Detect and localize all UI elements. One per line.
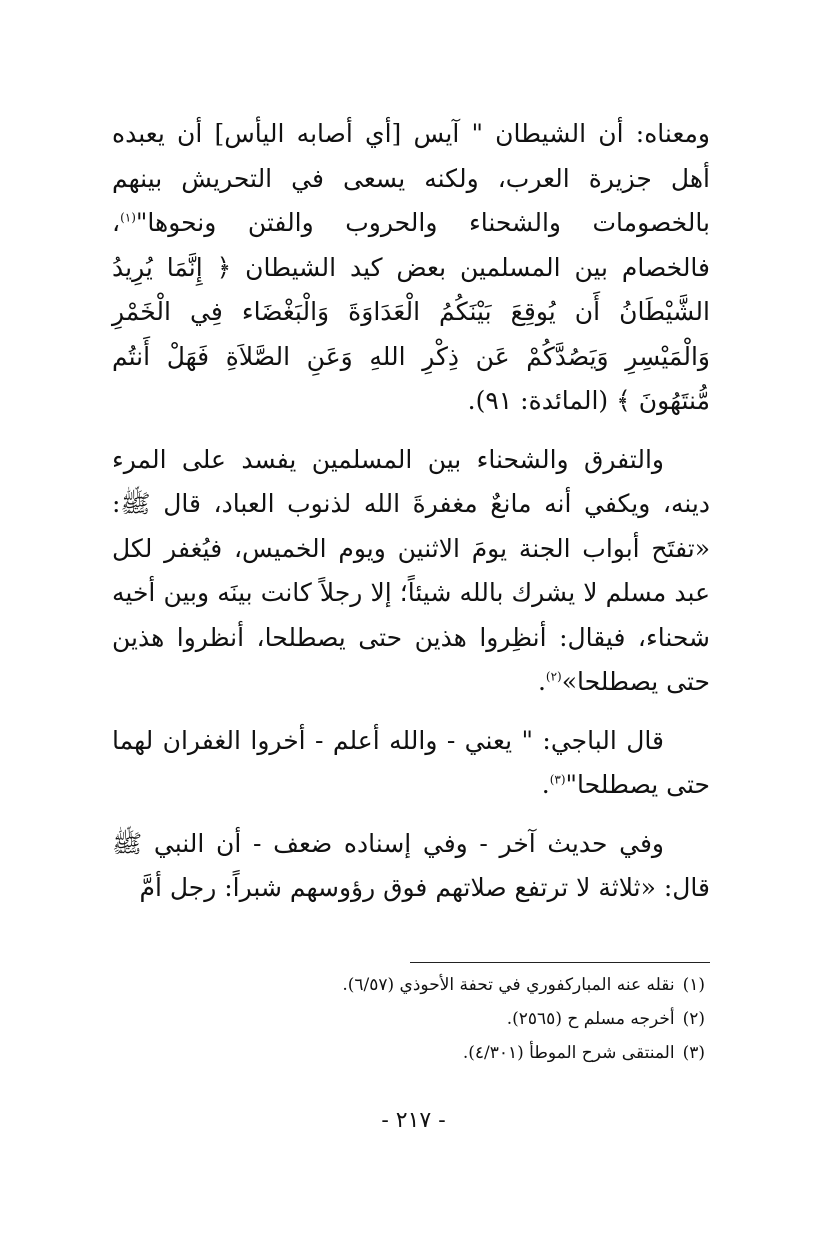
paragraph-1 [112,112,710,424]
paragraph-1-text: ومعناه: أن الشيطان " آيس [أي أصابه اليأس] أن يعبده أهل جزيرة العرب، ولكنه يسعى في التحريش بينهم بالخصومات والشحناء والحروب والفتن ونحوها" [112,119,710,237]
footnote-1-text: نقله عنه المباركفوري في تحفة الأحوذي (٦/٥٧). [342,975,675,995]
footnote-ref-2[interactable]: (٢) [545,669,562,684]
footnote-1-marker: (١) [682,975,705,995]
footnote-3-marker: (٣) [682,1043,705,1063]
paragraph-3-text: قال الباجي: " يعني - والله أعلم - أخروا الغفران لهما حتى يصطلحا" [112,725,710,799]
page-number: - ٢١٧ - [381,1108,446,1133]
paragraph-2-text-cont: . [537,667,546,696]
footnote-2-marker: (٢) [682,1009,705,1029]
footnote-divider [410,962,710,963]
footnotes [200,968,705,1070]
main-text [112,112,710,911]
footnote-ref-3[interactable]: (٣) [549,772,566,787]
footnote-3-text: المنتقى شرح الموطأ (٤/٣٠١). [462,1043,675,1063]
paragraph-4 [112,822,710,911]
footnote-3 [200,1036,705,1070]
paragraph-2-text: والتفرق والشحناء بين المسلمين يفسد على المرء دينه، ويكفي أنه مانعٌ مغفرةَ الله لذنوب العباد، قال ﷺ: «تفتَح أبواب الجنة يومَ الاثنين ويوم الخميس، فيُغفر لكل عبد مسلم لا يشرك بالله شيئاً؛ إلا رجلاً كانت بينَه وبين أخيه شحناء، فيقال: أنظِروا هذين حتى يصطلحا، أنظروا هذين حتى يصطلحا» [112,444,710,696]
footnote-2-text: أخرجه مسلم ح (٢٥٦٥). [506,1009,675,1029]
paragraph-3-text-cont: . [541,770,550,799]
footnote-1 [200,968,705,1002]
paragraph-2 [112,438,710,705]
paragraph-1-text-cont: ، فالخصام بين المسلمين بعض كيد الشيطان ﴿ إِنَّمَا يُرِيدُ الشَّيْطَانُ أَن يُوقِعَ بَيْنَكُمُ الْعَدَاوَةَ وَالْبَغْضَاء فِي الْخَمْرِ وَالْمَيْسِرِ وَيَصُدَّكُمْ عَن ذِكْرِ اللهِ وَعَنِ الصَّلاَةِ فَهَلْ أَنتُم مُّنتَهُونَ ﴾ (المائدة: ٩١). [112,208,710,415]
footnote-ref-1[interactable]: (١) [120,210,136,225]
paragraph-3 [112,719,710,808]
footnote-2 [200,1002,705,1036]
paragraph-4-text: وفي حديث آخر - وفي إسناده ضعف - أن النبي ﷺ قال: «ثلاثة لا ترتفع صلاتهم فوق رؤوسهم شبراً: رجل أمَّ [112,828,710,902]
